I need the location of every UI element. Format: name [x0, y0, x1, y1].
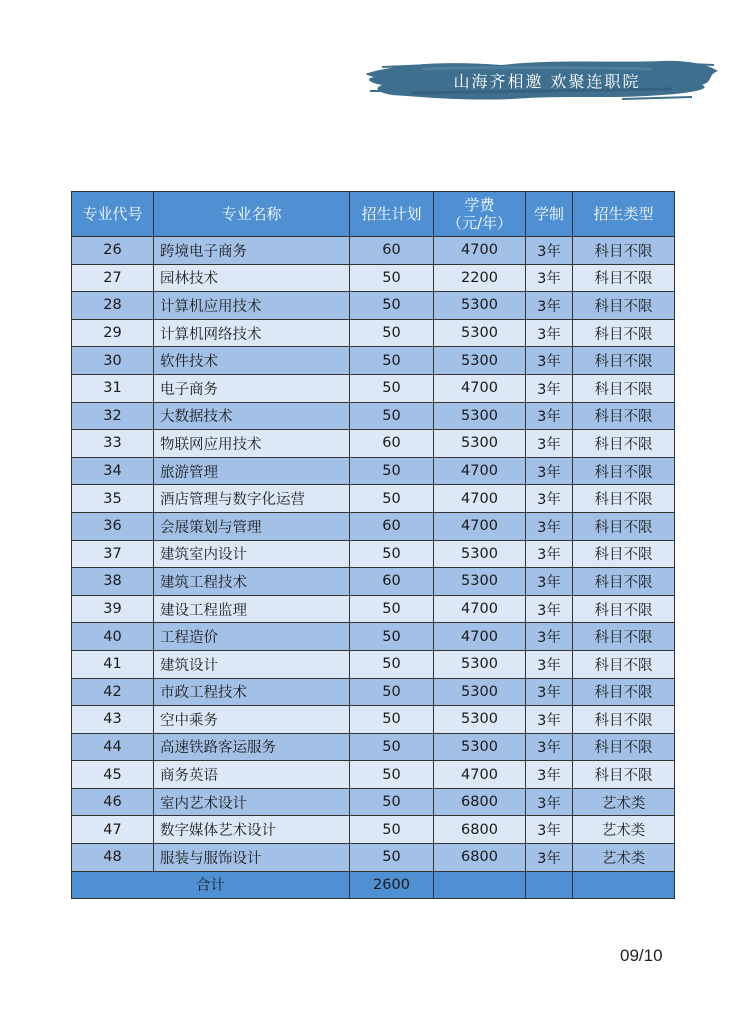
tuition-fee: 6800: [434, 816, 526, 844]
table-body: [72, 237, 675, 872]
enroll-type: 科目不限: [573, 678, 675, 706]
table-row: [72, 512, 675, 540]
enroll-type: 科目不限: [573, 237, 675, 265]
enroll-plan: 50: [350, 319, 434, 347]
total-label: 合计: [72, 871, 350, 898]
tuition-fee: 6800: [434, 788, 526, 816]
tuition-fee: 5300: [434, 292, 526, 320]
table-row: [72, 374, 675, 402]
duration: 3年: [526, 733, 573, 761]
duration: 3年: [526, 568, 573, 596]
enroll-type: 艺术类: [573, 816, 675, 844]
enroll-plan: 50: [350, 264, 434, 292]
major-code: 45: [72, 761, 154, 789]
table-row: [72, 347, 675, 375]
enroll-plan: 50: [350, 788, 434, 816]
table-row: [72, 402, 675, 430]
major-code: 46: [72, 788, 154, 816]
enroll-plan: 50: [350, 485, 434, 513]
major-name: 酒店管理与数字化运营: [154, 485, 350, 513]
major-code: 28: [72, 292, 154, 320]
table-row: [72, 319, 675, 347]
table-row: [72, 292, 675, 320]
enroll-plan: 50: [350, 623, 434, 651]
enroll-type: 科目不限: [573, 540, 675, 568]
total-empty-cell: [526, 871, 573, 898]
enroll-plan: 50: [350, 374, 434, 402]
table-row: [72, 430, 675, 458]
major-code: 26: [72, 237, 154, 265]
tuition-fee: 2200: [434, 264, 526, 292]
major-code: 33: [72, 430, 154, 458]
tuition-fee: 4700: [434, 374, 526, 402]
header-plan: 招生计划: [350, 192, 434, 237]
enroll-plan: 50: [350, 347, 434, 375]
major-name: 室内艺术设计: [154, 788, 350, 816]
tuition-fee: 5300: [434, 706, 526, 734]
major-code: 37: [72, 540, 154, 568]
duration: 3年: [526, 816, 573, 844]
enroll-plan: 50: [350, 844, 434, 872]
duration: 3年: [526, 540, 573, 568]
duration: 3年: [526, 485, 573, 513]
table-row: [72, 816, 675, 844]
tuition-fee: 5300: [434, 568, 526, 596]
enroll-plan: 50: [350, 761, 434, 789]
major-code: 34: [72, 457, 154, 485]
major-name: 电子商务: [154, 374, 350, 402]
major-name: 计算机应用技术: [154, 292, 350, 320]
enroll-type: 科目不限: [573, 650, 675, 678]
enroll-plan: 50: [350, 402, 434, 430]
tuition-fee: 5300: [434, 402, 526, 430]
duration: 3年: [526, 678, 573, 706]
total-empty-cell: [434, 871, 526, 898]
table-row: [72, 761, 675, 789]
enroll-type: 科目不限: [573, 264, 675, 292]
slogan-text: 山海齐相邀 欢聚连职院: [453, 71, 641, 91]
major-name: 建设工程监理: [154, 595, 350, 623]
tuition-fee: 4700: [434, 237, 526, 265]
table-row: [72, 678, 675, 706]
enroll-type: 科目不限: [573, 292, 675, 320]
major-code: 31: [72, 374, 154, 402]
duration: 3年: [526, 374, 573, 402]
enroll-type: 科目不限: [573, 319, 675, 347]
duration: 3年: [526, 457, 573, 485]
enroll-plan: 50: [350, 733, 434, 761]
major-code: 35: [72, 485, 154, 513]
header-fee: 学费 （元/年）: [434, 192, 526, 237]
major-name: 建筑设计: [154, 650, 350, 678]
table-row: [72, 457, 675, 485]
duration: 3年: [526, 623, 573, 651]
table-row: [72, 623, 675, 651]
enroll-type: 科目不限: [573, 430, 675, 458]
major-code: 32: [72, 402, 154, 430]
tuition-fee: 5300: [434, 347, 526, 375]
enroll-plan: 50: [350, 706, 434, 734]
tuition-fee: 4700: [434, 512, 526, 540]
table-row: [72, 595, 675, 623]
tuition-fee: 5300: [434, 540, 526, 568]
table-header: [72, 192, 675, 237]
tuition-fee: 5300: [434, 430, 526, 458]
enroll-plan: 50: [350, 540, 434, 568]
table-row: [72, 485, 675, 513]
tuition-fee: 4700: [434, 623, 526, 651]
major-code: 48: [72, 844, 154, 872]
enroll-type: 科目不限: [573, 347, 675, 375]
duration: 3年: [526, 512, 573, 540]
major-code: 42: [72, 678, 154, 706]
enroll-plan: 50: [350, 650, 434, 678]
header-code: 专业代号: [72, 192, 154, 237]
tuition-fee: 4700: [434, 485, 526, 513]
header-name: 专业名称: [154, 192, 350, 237]
major-code: 47: [72, 816, 154, 844]
major-name: 园林技术: [154, 264, 350, 292]
enroll-type: 科目不限: [573, 623, 675, 651]
major-name: 市政工程技术: [154, 678, 350, 706]
duration: 3年: [526, 844, 573, 872]
duration: 3年: [526, 761, 573, 789]
major-code: 27: [72, 264, 154, 292]
enroll-plan: 60: [350, 512, 434, 540]
duration: 3年: [526, 402, 573, 430]
tuition-fee: 4700: [434, 457, 526, 485]
enroll-plan: 50: [350, 816, 434, 844]
enroll-type: 科目不限: [573, 374, 675, 402]
enroll-plan: 50: [350, 678, 434, 706]
major-code: 36: [72, 512, 154, 540]
major-name: 计算机网络技术: [154, 319, 350, 347]
enroll-plan: 50: [350, 595, 434, 623]
major-code: 30: [72, 347, 154, 375]
enroll-type: 科目不限: [573, 512, 675, 540]
tuition-fee: 5300: [434, 650, 526, 678]
duration: 3年: [526, 430, 573, 458]
header-type: 招生类型: [573, 192, 675, 237]
duration: 3年: [526, 237, 573, 265]
major-name: 旅游管理: [154, 457, 350, 485]
enroll-type: 科目不限: [573, 761, 675, 789]
table-row: [72, 844, 675, 872]
major-code: 38: [72, 568, 154, 596]
enroll-plan: 60: [350, 568, 434, 596]
duration: 3年: [526, 319, 573, 347]
major-name: 数字媒体艺术设计: [154, 816, 350, 844]
major-name: 会展策划与管理: [154, 512, 350, 540]
tuition-fee: 6800: [434, 844, 526, 872]
major-code: 41: [72, 650, 154, 678]
duration: 3年: [526, 595, 573, 623]
major-name: 建筑工程技术: [154, 568, 350, 596]
table-footer: [72, 871, 675, 898]
enroll-plan: 60: [350, 237, 434, 265]
enroll-plan: 60: [350, 430, 434, 458]
enroll-type: 科目不限: [573, 402, 675, 430]
enrollment-table: [71, 191, 675, 899]
table-row: [72, 568, 675, 596]
enroll-plan: 50: [350, 457, 434, 485]
enroll-type: 科目不限: [573, 568, 675, 596]
duration: 3年: [526, 347, 573, 375]
enroll-type: 艺术类: [573, 844, 675, 872]
major-name: 工程造价: [154, 623, 350, 651]
total-value: 2600: [350, 871, 434, 898]
major-code: 44: [72, 733, 154, 761]
major-name: 跨境电子商务: [154, 237, 350, 265]
header-duration: 学制: [526, 192, 573, 237]
table-row: [72, 650, 675, 678]
table-row: [72, 733, 675, 761]
enroll-type: 艺术类: [573, 788, 675, 816]
tuition-fee: 4700: [434, 761, 526, 789]
major-name: 大数据技术: [154, 402, 350, 430]
enroll-type: 科目不限: [573, 706, 675, 734]
tuition-fee: 5300: [434, 678, 526, 706]
major-code: 39: [72, 595, 154, 623]
enroll-type: 科目不限: [573, 485, 675, 513]
table-row: [72, 237, 675, 265]
slogan-banner: [362, 55, 722, 105]
major-code: 43: [72, 706, 154, 734]
table-row: [72, 788, 675, 816]
table-row: [72, 706, 675, 734]
table-row: [72, 264, 675, 292]
enroll-type: 科目不限: [573, 733, 675, 761]
enroll-type: 科目不限: [573, 457, 675, 485]
duration: 3年: [526, 788, 573, 816]
tuition-fee: 5300: [434, 733, 526, 761]
enroll-plan: 50: [350, 292, 434, 320]
enroll-type: 科目不限: [573, 595, 675, 623]
major-name: 软件技术: [154, 347, 350, 375]
duration: 3年: [526, 706, 573, 734]
tuition-fee: 5300: [434, 319, 526, 347]
major-code: 29: [72, 319, 154, 347]
duration: 3年: [526, 292, 573, 320]
duration: 3年: [526, 264, 573, 292]
major-name: 服装与服饰设计: [154, 844, 350, 872]
tuition-fee: 4700: [434, 595, 526, 623]
major-name: 高速铁路客运服务: [154, 733, 350, 761]
total-empty-cell: [573, 871, 675, 898]
major-name: 建筑室内设计: [154, 540, 350, 568]
table-row: [72, 540, 675, 568]
major-code: 40: [72, 623, 154, 651]
page-number: 09/10: [620, 946, 663, 965]
duration: 3年: [526, 650, 573, 678]
major-name: 空中乘务: [154, 706, 350, 734]
major-name: 商务英语: [154, 761, 350, 789]
major-name: 物联网应用技术: [154, 430, 350, 458]
